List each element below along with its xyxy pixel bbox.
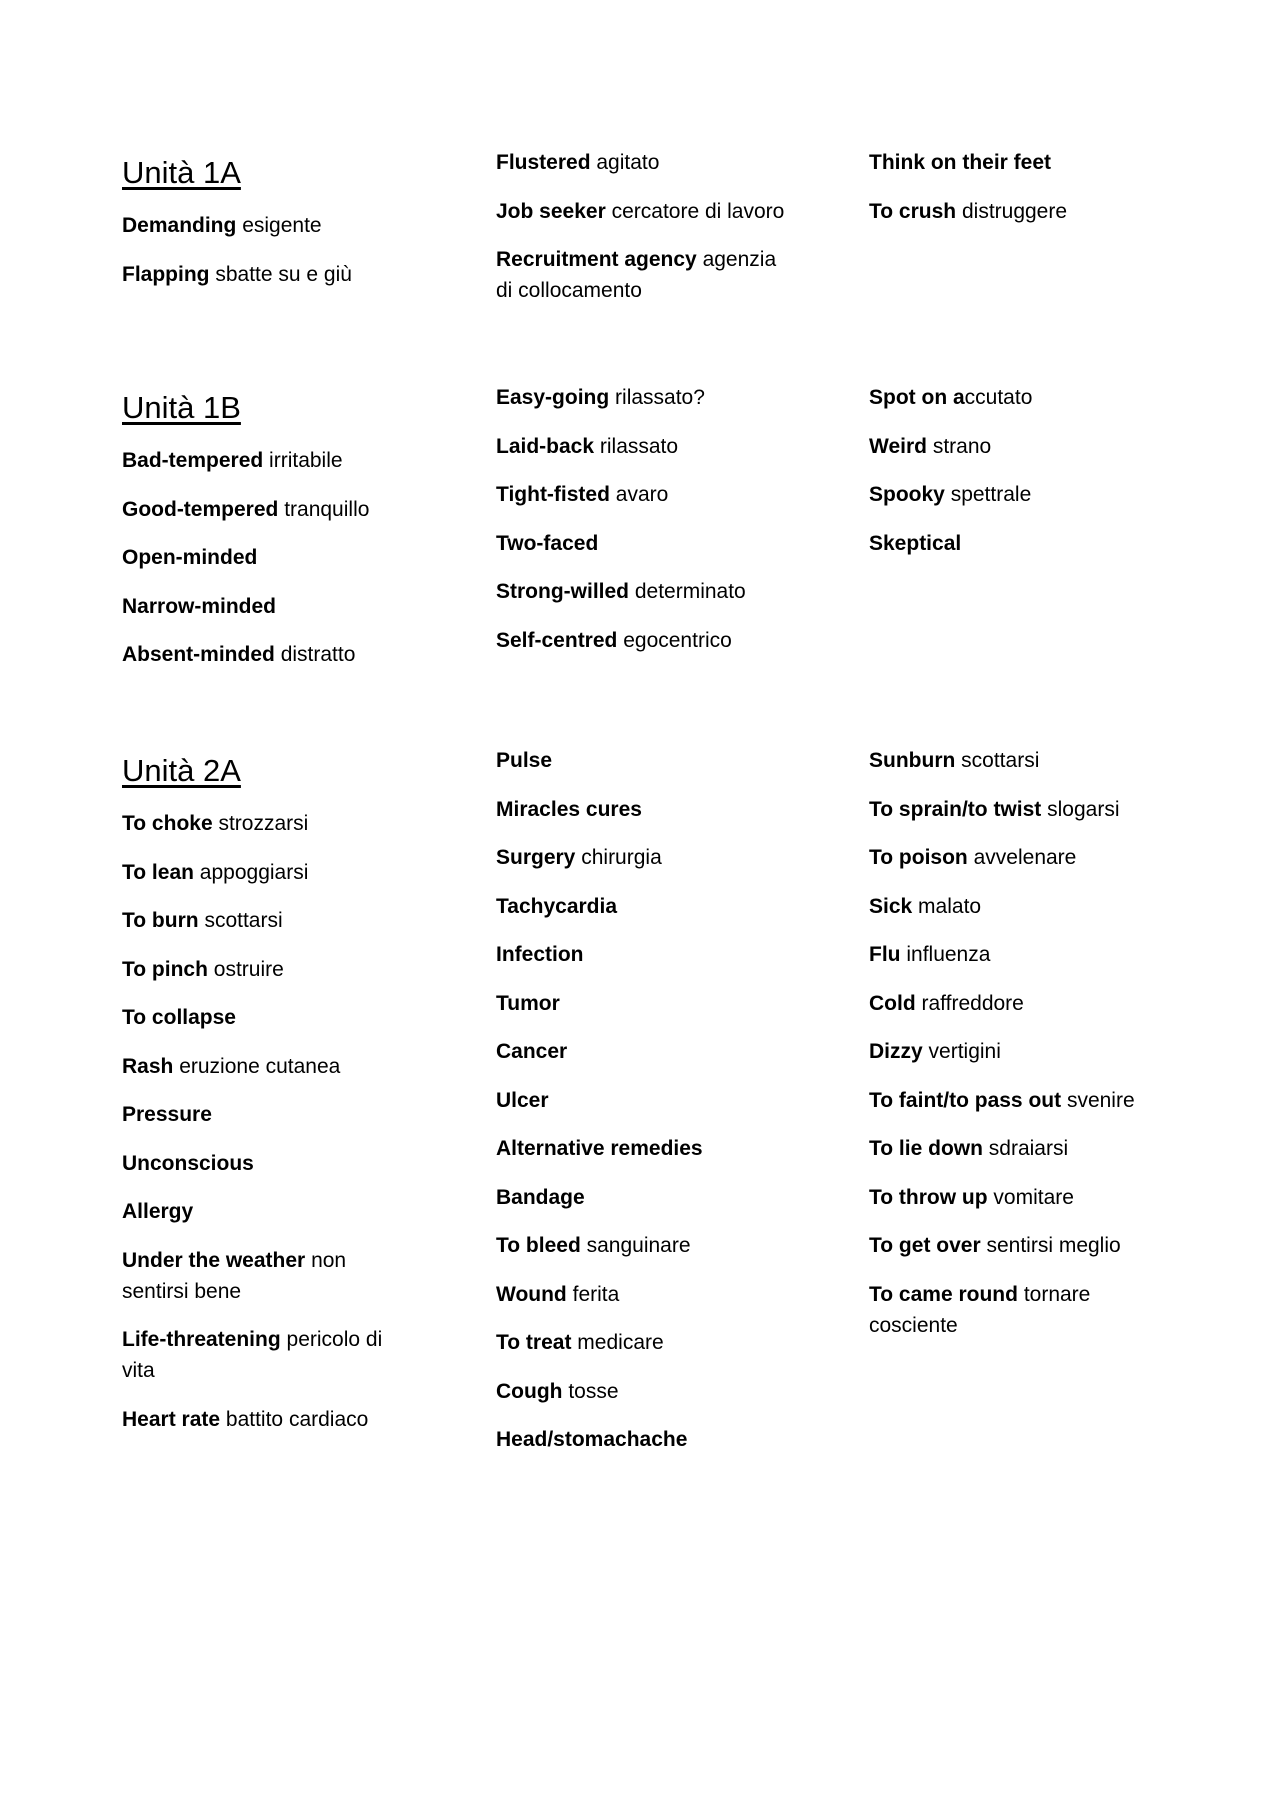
section-heading: Unità 2A <box>122 753 241 788</box>
entry-term: To bleed <box>496 1234 581 1257</box>
vocab-entry <box>496 625 796 656</box>
vocab-entry <box>122 1002 412 1033</box>
section-heading: Unità 1A <box>122 155 241 190</box>
entry-translation: chirurgia <box>581 846 662 869</box>
entry-term: Recruitment agency <box>496 248 697 271</box>
entry-term: Rash <box>122 1054 174 1078</box>
entry-translation: battito cardiaco <box>225 1407 369 1431</box>
vocab-entry <box>496 794 796 825</box>
entry-translation: strozzarsi <box>218 812 309 835</box>
entry-term: To came round <box>869 1282 1018 1306</box>
entry-translation: agenzia di collocamento <box>496 248 777 302</box>
entry-translation: pericolo di vita <box>122 1328 383 1382</box>
column-3 <box>869 147 1169 244</box>
vocab-entry <box>496 147 796 178</box>
entry-term: To sprain/to twist <box>869 797 1042 821</box>
entry-translation: distratto <box>280 643 356 666</box>
entry-term: Life-threatening <box>122 1328 281 1351</box>
vocab-entry <box>122 259 412 290</box>
entry-translation: ostruire <box>213 957 284 981</box>
vocab-entry <box>122 905 412 936</box>
entry-term: Sick <box>869 894 913 918</box>
entry-term: Allergy <box>122 1200 194 1223</box>
entry-translation: influenza <box>906 943 991 966</box>
entry-translation: distruggere <box>961 199 1068 223</box>
vocab-entry <box>496 382 796 413</box>
vocab-entry <box>496 745 796 776</box>
vocab-entry <box>122 1196 412 1227</box>
entry-translation: esigente <box>242 214 322 237</box>
entry-term: Heart rate <box>122 1407 221 1431</box>
entry-translation: non sentirsi bene <box>122 1248 347 1303</box>
entry-translation: agitato <box>596 151 660 174</box>
entry-term: To faint/to pass out <box>869 1088 1062 1112</box>
column-2 <box>496 147 796 324</box>
entry-translation: medicare <box>577 1331 664 1354</box>
entry-term: Surgery <box>496 846 576 869</box>
entry-translation: spettrale <box>950 483 1032 506</box>
vocab-entry <box>869 1279 1169 1341</box>
entry-translation: malato <box>918 894 982 918</box>
entry-translation: tranquillo <box>284 497 370 521</box>
entry-translation: eruzione cutanea <box>179 1054 341 1078</box>
vocab-entry <box>122 808 412 839</box>
entry-term: Cold <box>869 991 916 1015</box>
entry-term: Spot on a <box>869 386 965 409</box>
entry-translation: tornare cosciente <box>869 1282 1091 1337</box>
vocab-entry <box>122 591 412 622</box>
entry-term: Two-faced <box>496 531 599 555</box>
entry-translation: egocentrico <box>623 628 732 652</box>
entry-term: Bandage <box>496 1185 585 1209</box>
entry-translation: scottarsi <box>204 909 283 932</box>
vocab-entry <box>496 1133 796 1164</box>
vocab-entry <box>869 1182 1169 1213</box>
vocab-entry <box>122 542 412 573</box>
entry-translation: raffreddore <box>921 991 1024 1015</box>
entry-term: Ulcer <box>496 1088 549 1112</box>
entry-term: To get over <box>869 1234 981 1257</box>
vocab-entry <box>122 954 412 985</box>
entry-term: Spooky <box>869 483 945 506</box>
vocab-entry <box>122 1404 412 1435</box>
entry-term: Cancer <box>496 1040 568 1063</box>
entry-term: Skeptical <box>869 531 962 555</box>
vocab-entry <box>496 1376 796 1407</box>
vocab-entry <box>869 1133 1169 1164</box>
entry-term: Open-minded <box>122 546 258 569</box>
entry-term: Laid-back <box>496 434 595 458</box>
entry-term: Unconscious <box>122 1151 254 1175</box>
entry-term: Alternative remedies <box>496 1137 703 1160</box>
entry-term: To lean <box>122 860 194 884</box>
entry-translation: vertigini <box>928 1040 1001 1063</box>
entry-translation: avvelenare <box>973 846 1077 869</box>
entry-term: Strong-willed <box>496 580 629 603</box>
vocab-entry <box>496 1230 796 1261</box>
vocab-entry <box>122 445 412 476</box>
column-1 <box>122 389 412 688</box>
column-2 <box>496 382 796 673</box>
vocab-entry <box>869 891 1169 922</box>
entry-term: To lie down <box>869 1137 983 1160</box>
entry-translation: sanguinare <box>586 1234 691 1257</box>
entry-term: To treat <box>496 1331 572 1354</box>
vocab-entry <box>122 857 412 888</box>
entry-translation: sdraiarsi <box>988 1137 1069 1160</box>
section-heading: Unità 1B <box>122 390 241 425</box>
entry-translation: vomitare <box>993 1185 1074 1209</box>
entry-term: Dizzy <box>869 1040 923 1063</box>
entry-translation: irritabile <box>269 449 343 472</box>
entry-term: Flapping <box>122 262 210 286</box>
column-3 <box>869 382 1169 576</box>
vocab-entry <box>869 1085 1169 1116</box>
entry-translation: cercatore di lavoro <box>611 199 785 223</box>
vocab-entry <box>496 988 796 1019</box>
entry-term: Narrow-minded <box>122 594 277 618</box>
entry-term: Under the weather <box>122 1248 306 1272</box>
vocab-entry <box>869 147 1169 178</box>
entry-term: Self-centred <box>496 628 618 652</box>
vocab-entry <box>122 1245 412 1307</box>
entry-term: Head/stomachache <box>496 1428 688 1451</box>
vocab-entry <box>869 528 1169 559</box>
entry-term: To crush <box>869 199 957 223</box>
entry-translation: sentirsi meglio <box>986 1234 1121 1257</box>
vocab-entry <box>496 1327 796 1358</box>
entry-term: Demanding <box>122 214 237 237</box>
vocab-entry <box>869 431 1169 462</box>
column-2 <box>496 745 796 1473</box>
entry-term: Bad-tempered <box>122 449 264 472</box>
entry-translation: svenire <box>1066 1088 1135 1112</box>
vocab-entry <box>869 745 1169 776</box>
entry-term: Tachycardia <box>496 894 618 918</box>
entry-term: Weird <box>869 434 927 458</box>
entry-term: Tight-fisted <box>496 483 610 506</box>
vocab-entry <box>496 576 796 607</box>
vocab-entry <box>869 1036 1169 1067</box>
entry-translation: rilassato <box>599 434 679 458</box>
vocab-entry <box>869 842 1169 873</box>
vocab-entry <box>496 528 796 559</box>
vocab-entry <box>496 431 796 462</box>
vocab-entry <box>869 988 1169 1019</box>
entry-translation: sbatte su e giù <box>215 262 352 286</box>
entry-term: Infection <box>496 943 584 966</box>
vocab-entry <box>869 1230 1169 1261</box>
vocab-entry <box>869 382 1169 413</box>
entry-term: Good-tempered <box>122 497 279 521</box>
entry-term: To choke <box>122 812 213 835</box>
vocab-entry <box>496 196 796 227</box>
entry-term: Job seeker <box>496 199 606 223</box>
entry-term: To pinch <box>122 957 208 981</box>
vocab-entry <box>496 891 796 922</box>
entry-translation: strano <box>932 434 992 458</box>
vocab-entry <box>122 1148 412 1179</box>
entry-term: Easy-going <box>496 386 610 409</box>
entry-term: To collapse <box>122 1006 236 1029</box>
column-1 <box>122 752 412 1452</box>
vocab-entry <box>869 939 1169 970</box>
entry-term: Miracles cures <box>496 797 642 821</box>
entry-term: Pulse <box>496 749 553 772</box>
entry-translation: scottarsi <box>961 749 1040 772</box>
vocab-entry <box>496 939 796 970</box>
entry-term: Think on their feet <box>869 151 1052 174</box>
entry-translation: determinato <box>634 580 746 603</box>
entry-translation: rilassato? <box>615 386 705 409</box>
vocab-entry <box>122 1051 412 1082</box>
entry-term: Tumor <box>496 991 560 1015</box>
entry-translation: appoggiarsi <box>199 860 309 884</box>
entry-term: Wound <box>496 1282 567 1306</box>
vocab-entry <box>122 1099 412 1130</box>
vocab-entry <box>496 1424 796 1455</box>
entry-term: Absent-minded <box>122 643 275 666</box>
entry-translation: slogarsi <box>1047 797 1120 821</box>
vocab-entry <box>496 842 796 873</box>
vocab-entry <box>496 479 796 510</box>
vocab-entry <box>869 479 1169 510</box>
entry-translation: avaro <box>615 483 669 506</box>
vocab-entry <box>869 196 1169 227</box>
vocab-entry <box>496 1182 796 1213</box>
vocab-entry <box>122 1324 412 1386</box>
entry-translation: tosse <box>568 1379 619 1403</box>
entry-term: Pressure <box>122 1103 212 1126</box>
vocab-entry <box>496 1085 796 1116</box>
entry-term: To poison <box>869 846 968 869</box>
entry-term: To throw up <box>869 1185 988 1209</box>
entry-term: Flu <box>869 943 901 966</box>
column-3 <box>869 745 1169 1358</box>
vocab-entry <box>496 244 796 306</box>
entry-term: Flustered <box>496 151 591 174</box>
vocab-entry <box>122 210 412 241</box>
vocab-entry <box>496 1036 796 1067</box>
vocab-entry <box>122 639 412 670</box>
vocab-entry <box>869 794 1169 825</box>
entry-term: To burn <box>122 909 199 932</box>
entry-translation: ferita <box>572 1282 620 1306</box>
column-1 <box>122 154 412 307</box>
entry-translation: ccutato <box>964 386 1033 409</box>
vocab-entry <box>496 1279 796 1310</box>
entry-term: Sunburn <box>869 749 956 772</box>
vocab-entry <box>122 494 412 525</box>
entry-term: Cough <box>496 1379 563 1403</box>
